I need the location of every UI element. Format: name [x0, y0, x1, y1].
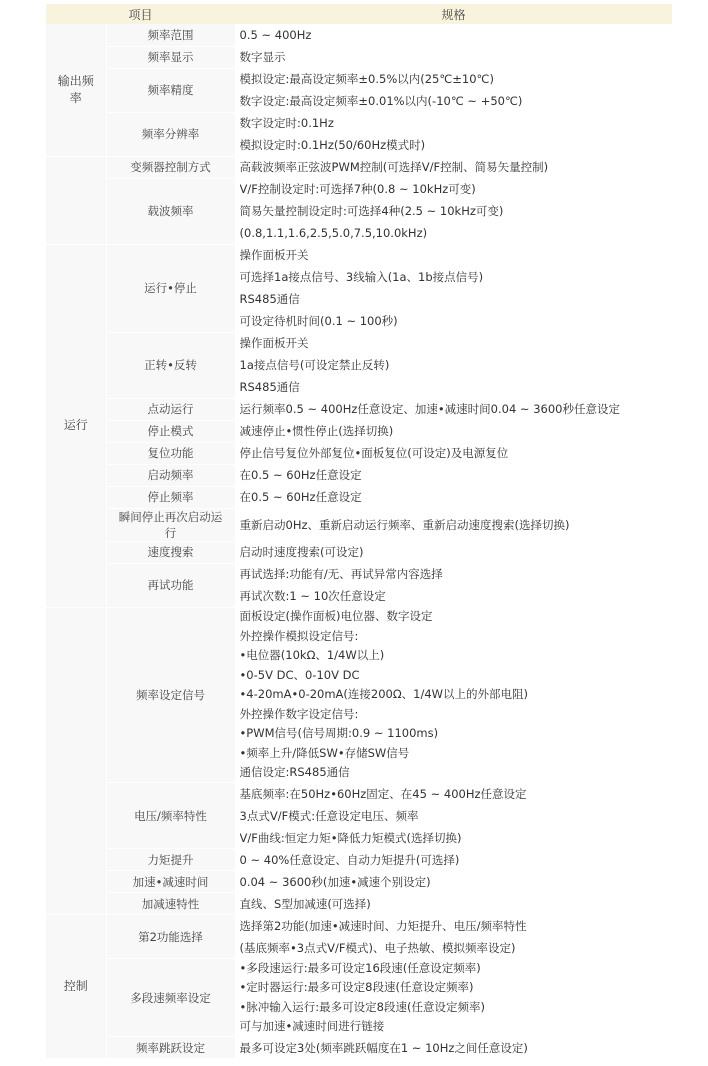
table-row: [46, 244, 672, 332]
spec-line: 直线、S型加减速(可选择): [239, 896, 371, 911]
item-name: 频率范围: [147, 27, 194, 42]
item-name-cell: [106, 783, 235, 849]
item-name-cell: [106, 871, 235, 893]
item-name: 频率显示: [147, 50, 194, 64]
table-row: [46, 332, 672, 398]
spec-line: 模拟设定时:0.1Hz(50/60Hz模式时): [239, 138, 426, 152]
item-name-cell: [106, 486, 235, 508]
spec-line: 基底频率:在50Hz•60Hz固定、在45 ~ 400Hz任意设定: [239, 786, 527, 801]
spec-cell: [235, 959, 672, 1037]
item-name: 复位功能: [147, 446, 194, 460]
spec-table: [46, 4, 672, 1059]
spec-cell: [235, 783, 672, 849]
spec-cell: [235, 541, 672, 563]
item-name: 点动运行: [147, 402, 194, 416]
table-row: [46, 508, 672, 541]
spec-cell: [235, 68, 672, 112]
spec-cell: [235, 893, 672, 915]
table-row: [46, 541, 672, 563]
table-row: [46, 893, 672, 915]
spec-cell: [235, 156, 672, 178]
spec-line: 可与加速•减速时间进行链接: [239, 1019, 385, 1033]
spec-line: •PWM信号(信号周期:0.9 ~ 1100ms): [239, 726, 439, 740]
item-name-cell: [106, 959, 235, 1037]
item-name: 正转•反转: [144, 358, 197, 372]
header-spec: 规格: [235, 4, 672, 24]
category-cell: [46, 607, 106, 915]
spec-line: •频率上升/降低SW•存储SW信号: [239, 745, 410, 760]
table-row: [46, 486, 672, 508]
item-name: 停止频率: [147, 490, 194, 504]
item-name: 频率分辨率: [141, 127, 200, 141]
spec-line: 外控操作模拟设定信号:: [239, 628, 359, 643]
spec-line: •4-20mA•0-20mA(连接200Ω、1/4W以上的外部电阻): [239, 687, 529, 701]
item-name-cell: [106, 24, 235, 46]
table-row: [46, 563, 672, 607]
spec-cell: [235, 849, 672, 871]
spec-line: 通信设定:RS485通信: [239, 765, 350, 779]
spec-line: 再试次数:1 ~ 10次任意设定: [239, 589, 386, 603]
table-row: [46, 46, 672, 68]
table-row: [46, 24, 672, 46]
spec-line: 选择第2功能(加速•减速时间、力矩提升、电压/频率特性: [239, 918, 527, 933]
item-name-cell: [106, 849, 235, 871]
item-name: 加速•减速时间: [132, 874, 209, 889]
table-row: [46, 915, 672, 959]
spec-line: •多段速运行:最多可设定16段速(任意设定频率): [239, 960, 481, 975]
table-row: [46, 398, 672, 420]
spec-line: 3点式V/F模式:任意设定电压、频率: [239, 808, 419, 823]
spec-line: V/F曲线:恒定力矩•降低力矩模式(选择切换): [239, 830, 462, 845]
spec-line: 减速停止•惯性停止(选择切换): [239, 424, 394, 438]
spec-line: 操作面板开关: [239, 248, 309, 262]
spec-line: 高载波频率正弦波PWM控制(可选择V/F控制、简易矢量控制): [239, 160, 549, 174]
item-name: 力矩提升: [147, 852, 194, 867]
item-name-cell: [106, 607, 235, 783]
spec-cell: [235, 871, 672, 893]
spec-cell: [235, 178, 672, 244]
item-name: 加减速特性: [141, 896, 200, 911]
spec-cell: [235, 398, 672, 420]
spec-line: 停止信号复位外部复位•面板复位(可设定)及电源复位: [239, 446, 509, 460]
item-name-cell: [106, 332, 235, 398]
item-name-cell: [106, 1037, 235, 1059]
table-row: [46, 442, 672, 464]
category-label: 运行: [63, 418, 88, 432]
item-name: 频率跳跃设定: [136, 1040, 205, 1055]
header-row: [46, 4, 672, 24]
spec-line: V/F控制设定时:可选择7种(0.8 ~ 10kHz可变): [239, 182, 476, 196]
table-row: [46, 420, 672, 442]
table-row: [46, 871, 672, 893]
spec-line: 操作面板开关: [239, 336, 309, 350]
item-name: 载波频率: [147, 204, 194, 218]
item-name-cell: [106, 68, 235, 112]
item-name: 电压/频率特性: [134, 808, 207, 823]
spec-cell: [235, 607, 672, 783]
spec-line: 数字显示: [239, 50, 286, 64]
table-row: [46, 849, 672, 871]
spec-line: •脉冲输入运行:最多可设定8段速(任意设定频率): [239, 999, 485, 1014]
table-row: [46, 464, 672, 486]
category-cell: [46, 915, 106, 1059]
item-name: 再试功能: [147, 578, 194, 592]
item-name: 停止模式: [147, 424, 194, 438]
spec-line: 再试选择:功能有/无、再试异常内容选择: [239, 567, 443, 581]
item-name: 多段速频率设定: [130, 990, 211, 1005]
spec-line: 外控操作数字设定信号:: [239, 706, 359, 721]
spec-cell: [235, 332, 672, 398]
table-row: [46, 68, 672, 112]
spec-line: 0.04 ~ 3600秒(加速•减速个别设定): [239, 874, 431, 889]
spec-cell: [235, 442, 672, 464]
spec-cell: [235, 508, 672, 541]
table-row: [46, 156, 672, 178]
spec-line: 面板设定(操作面板)电位器、数字设定: [239, 609, 433, 623]
category-label: 率: [69, 90, 82, 105]
category-label: 输出频: [57, 73, 94, 88]
category-cell: [46, 24, 106, 156]
table-row: [46, 178, 672, 244]
table-row: [46, 607, 672, 783]
spec-line: 可设定待机时间(0.1 ~ 100秒): [239, 314, 398, 328]
item-name: 瞬间停止再次启动运: [118, 509, 223, 524]
spec-line: •电位器(10kΩ、1/4W以上): [239, 648, 385, 662]
item-name: 变频器控制方式: [130, 160, 211, 174]
item-name-cell: [106, 893, 235, 915]
item-name-cell: [106, 420, 235, 442]
item-name-cell: [106, 541, 235, 563]
spec-line: RS485通信: [239, 380, 300, 394]
table-row: [46, 1037, 672, 1059]
spec-cell: [235, 915, 672, 959]
item-name: 启动频率: [147, 468, 194, 482]
spec-line: (0.8,1.1,1.6,2.5,5.0,7.5,10.0kHz): [239, 226, 428, 240]
category-cell: [46, 244, 106, 607]
item-name-cell: [106, 156, 235, 178]
spec-cell: [235, 420, 672, 442]
item-name: 频率设定信号: [136, 687, 205, 702]
item-name-cell: [106, 915, 235, 959]
spec-line: (基底频率•3点式V/F模式)、电子热敏、模拟频率设定): [239, 940, 516, 955]
spec-line: 在0.5 ~ 60Hz任意设定: [239, 490, 362, 504]
item-name: 频率精度: [147, 83, 194, 97]
table-row: [46, 112, 672, 156]
item-name-cell: [106, 508, 235, 541]
spec-cell: [235, 24, 672, 46]
item-name: 速度搜索: [147, 545, 194, 559]
spec-line: 可选择1a接点信号、3线输入(1a、1b接点信号): [239, 270, 484, 284]
item-name-cell: [106, 442, 235, 464]
spec-cell: [235, 486, 672, 508]
spec-line: 0 ~ 40%任意设定、自动力矩提升(可选择): [239, 852, 460, 867]
spec-line: 最多可设定3处(频率跳跃幅度在1 ~ 10Hz之间任意设定): [239, 1040, 528, 1055]
item-name: 行: [164, 525, 177, 540]
spec-cell: [235, 464, 672, 486]
item-name: 运行•停止: [144, 281, 197, 295]
spec-line: 数字设定时:0.1Hz: [239, 116, 334, 130]
table-row: [46, 783, 672, 849]
spec-cell: [235, 244, 672, 332]
spec-line: 重新启动0Hz、重新启动运行频率、重新启动速度搜索(选择切换): [239, 517, 570, 532]
item-name-cell: [106, 244, 235, 332]
spec-line: RS485通信: [239, 292, 300, 306]
spec-cell: [235, 563, 672, 607]
spec-line: 运行频率0.5 ~ 400Hz任意设定、加速•减速时间0.04 ~ 3600秒任意设定: [239, 402, 620, 416]
spec-line: 启动时速度搜索(可设定): [239, 545, 364, 559]
category-label: 控制: [63, 979, 88, 993]
spec-cell: [235, 112, 672, 156]
spec-line: 在0.5 ~ 60Hz任意设定: [239, 468, 362, 482]
item-name-cell: [106, 46, 235, 68]
spec-line: 数字设定:最高设定频率±0.01%以内(-10℃ ~ +50℃): [239, 94, 523, 108]
spec-line: 0.5 ~ 400Hz: [239, 28, 312, 42]
item-name-cell: [106, 398, 235, 420]
item-name-cell: [106, 464, 235, 486]
spec-line: 简易矢量控制设定时:可选择4种(2.5 ~ 10kHz可变): [239, 204, 504, 218]
spec-cell: [235, 1037, 672, 1059]
spec-line: 1a接点信号(可设定禁止反转): [239, 358, 390, 372]
item-name-cell: [106, 563, 235, 607]
header-item: 项目: [46, 4, 235, 24]
item-name: 第2功能选择: [138, 929, 203, 944]
table-row: [46, 959, 672, 1037]
item-name-cell: [106, 112, 235, 156]
spec-line: •定时器运行:最多可设定8段速(任意设定频率): [239, 980, 474, 994]
spec-line: •0-5V DC、0-10V DC: [239, 667, 360, 682]
item-name-cell: [106, 178, 235, 244]
category-cell: [46, 156, 106, 244]
spec-cell: [235, 46, 672, 68]
spec-line: 模拟设定:最高设定频率±0.5%以内(25℃±10℃): [239, 72, 494, 86]
